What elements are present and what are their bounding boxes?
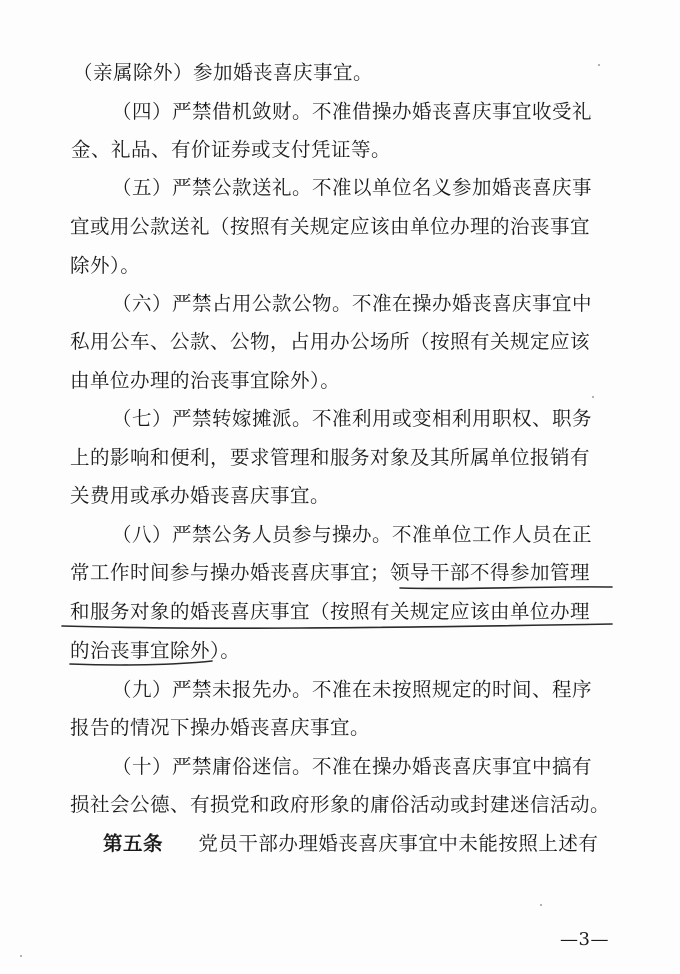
text-line-19: （十）严禁庸俗迷信。不准在操办婚丧喜庆事宜中搞有: [112, 755, 593, 778]
article-text: 党员干部办理婚丧喜庆事宜中未能按照上述有: [198, 832, 599, 855]
text-line-6: 除外）。: [70, 254, 141, 277]
text-line-20: 损社会公德、有损党和政府形象的庸俗活动或封建迷信活动。: [70, 793, 611, 816]
text-line-8: 私用公车、公款、公物，占用办公场所（按照有关规定应该: [70, 330, 591, 353]
text-line-15: 和服务对象的婚丧喜庆事宜（按照有关规定应该由单位办理: [70, 600, 591, 623]
text-line-18: 报告的情况下操办婚丧喜庆事宜。: [70, 716, 371, 739]
text-line-12: 关费用或承办婚丧喜庆事宜。: [70, 484, 331, 507]
text-line-1: （亲属除外）参加婚丧喜庆事宜。: [73, 61, 374, 84]
text-line-11: 上的影响和便利，要求管理和服务对象及其所属单位报销有: [70, 446, 591, 469]
text-line-2: （四）严禁借机敛财。不准借操办婚丧喜庆事宜收受礼: [112, 100, 593, 123]
text-line-3: 金、礼品、有价证券或支付凭证等。: [71, 138, 392, 161]
text-line-14: 常工作时间参与操办婚丧喜庆事宜；领导干部不得参加管理: [70, 561, 591, 584]
text-line-10: （七）严禁转嫁摊派。不准利用或变相利用职权、职务: [112, 407, 593, 430]
scan-speck: [20, 955, 22, 957]
text-line-16: 的治丧事宜除外）。: [70, 639, 241, 662]
text-line-7: （六）严禁占用公款公物。不准在操办婚丧喜庆事宜中: [112, 292, 593, 315]
scan-speck: [598, 64, 600, 66]
article-heading: 第五条: [103, 832, 164, 855]
text-line-5: 宜或用公款送礼（按照有关规定应该由单位办理的治丧事宜: [70, 215, 591, 238]
scan-speck: [592, 396, 594, 398]
article-line: [103, 829, 598, 859]
page-number: —3—: [560, 929, 609, 950]
text-line-13: （八）严禁公务人员参与操办。不准单位工作人员在正: [112, 523, 593, 546]
text-line-4: （五）严禁公款送礼。不准以单位名义参加婚丧喜庆事: [112, 176, 593, 199]
text-line-17: （九）严禁未报先办。不准在未按照规定的时间、程序: [112, 678, 593, 701]
scan-speck: [540, 904, 542, 906]
text-line-9: 由单位办理的治丧事宜除外）。: [70, 369, 341, 392]
